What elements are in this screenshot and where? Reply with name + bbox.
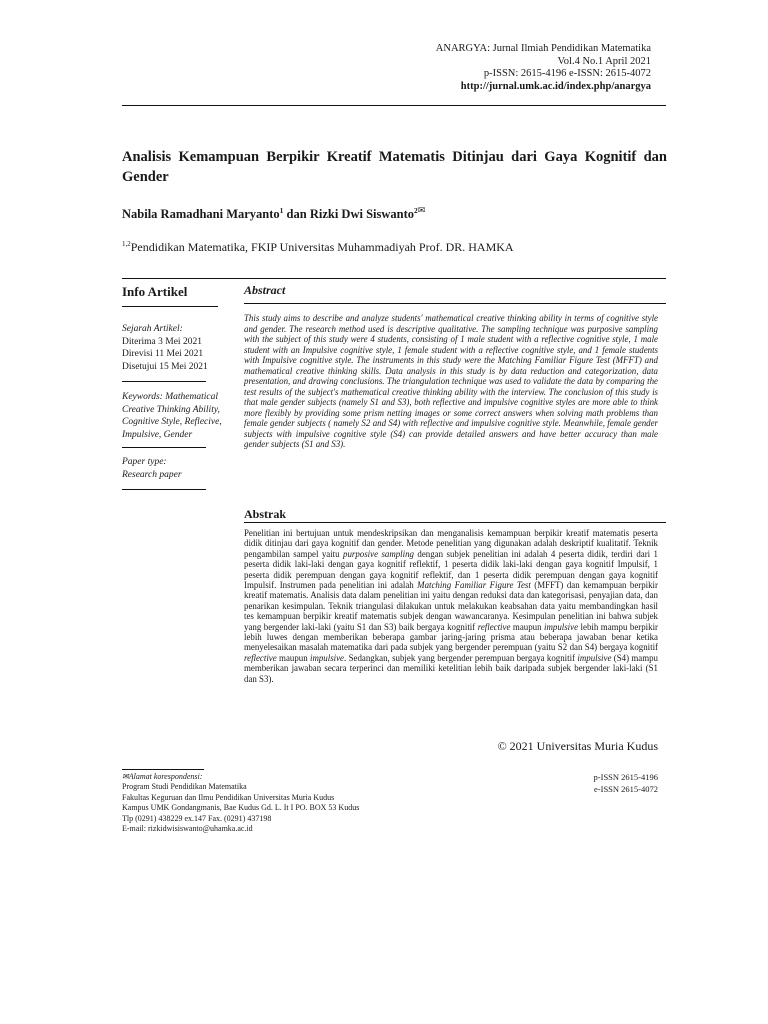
abstrak-text: maupun bbox=[276, 652, 310, 663]
abstract-body: This study aims to describe and analyze students' mathematical creative thinking ability in terms of cognitive style and gender. The research method used is descriptive qualitative. The sampling technique was purposive sampling with the subject of this study were 4 students, consisting of 1 male student with a reflective cognitive style, 1 male student with an Impulsive cognitive style, 1 female student with a reflective cognitive style, and 1 female students with Impulsive cognitive style. The instruments in this study were the Matching Familiar Figure Test (MFFT) and mathematical creative thinking skills. Data analysis in this study is by data reduction and categorization, data presentation, and drawing conclusions. The triangulation technique was used to validate the data by comparing the test results of the subject's mathematical creative thinking ability with the interview. The conclusion of this study is that male gender subjects (namely S1 and S3), both reflective and impulsive cognitive styles are more able to think more flexibly by providing some prism netting images or some correct answers when solving math problems than female gender subjects ( namely S2 and S4) with reflective and impulsive cognitive style. Meanwhile, female gender subjects with impulsive cognitive style (S4) can provide detailed answers and have better accuracy than male gender subjects (S1 and S3). bbox=[244, 313, 658, 449]
accepted-date: Disetujui 15 Mei 2021 bbox=[122, 361, 208, 372]
correspondence-line: Fakultas Keguruan dan Ilmu Pendidikan Universitas Muria Kudus bbox=[122, 792, 335, 802]
revised-date: Direvisi 11 Mei 2021 bbox=[122, 349, 204, 359]
correspondence-line: Tlp (0291) 438229 ex.147 Fax. (0291) 437198 bbox=[122, 813, 272, 823]
correspondence-label bbox=[122, 772, 442, 782]
journal-volume: Vol.4 No.1 April 2021 bbox=[557, 55, 651, 67]
history-label: Sejarah Artikel: bbox=[122, 324, 183, 334]
header-divider bbox=[122, 105, 666, 106]
journal-issn: p-ISSN: 2615-4196 e-ISSN: 2615-4072 bbox=[483, 68, 651, 79]
abstrak-term: impulsive bbox=[309, 652, 344, 663]
article-info-sidebar bbox=[122, 323, 232, 490]
abstrak-term: reflective bbox=[477, 621, 511, 632]
copyright: © 2021 Universitas Muria Kudus bbox=[497, 739, 658, 753]
envelope-icon: ✉ bbox=[417, 205, 426, 215]
correspondence-line: Program Studi Pendidikan Matematika bbox=[122, 782, 247, 792]
abstrak-body bbox=[244, 528, 658, 684]
abstrak-text: lebih mampu berpikir lebih luwes dengan memberikan beberapa gambar jaring-jaring prisma atau beberapa jawaban benar ketika menyelesaikan masalah matematika dari pada subjek yang bergender perempuan (yaitu S2 dan S4) bergaya kognitif bbox=[244, 621, 659, 653]
footer-eissn: e-ISSN 2615-4072 bbox=[594, 783, 658, 794]
abstrak-divider bbox=[244, 522, 666, 523]
abstrak-text: (S4) mampu memberikan jawaban secara terperinci dan memiliki ketelitian lebih baik daripada subjek bergender laki-laki (S1 dan S3). bbox=[244, 652, 658, 684]
info-heading: Info Artikel bbox=[122, 284, 188, 299]
abstrak-term: purposive sampling bbox=[343, 548, 414, 559]
correspondence-line: Kampus UMK Gondangmanis, Bae Kudus Gd. L. It I PO. BOX 53 Kudus bbox=[122, 803, 360, 813]
sidebar-divider bbox=[122, 447, 206, 448]
correspondence-block bbox=[122, 772, 442, 834]
affiliation-text: Pendidikan Matematika, FKIP Universitas Muhammadiyah Prof. DR. HAMKA bbox=[130, 240, 514, 254]
article-title: Analisis Kemampuan Berpikir Kreatif Matematis Ditinjau dari Gaya Kognitif dan Gender bbox=[122, 149, 667, 185]
author-2: Rizki Dwi Siswanto bbox=[309, 207, 414, 222]
paper-type-label: Paper type: bbox=[122, 457, 167, 467]
keywords bbox=[122, 391, 232, 441]
abstrak-text: dengan subjek penelitian ini adalah 4 peserta didik, terdiri dari 1 peserta didik laki-laki dengan gaya kognitif reflektif, 1 peserta didik laki-laki dengan gaya kognitif Impulsif, 1 peserta didik perempuan dengan gaya kognitif reflektif, dan 1 peserta didik perempuan dengan gaya kognitif Impulsif. Instrumen pada penelitian ini adalah bbox=[244, 548, 658, 591]
author-joiner: dan bbox=[283, 207, 310, 222]
abstrak-term: impulsive bbox=[577, 652, 612, 663]
author-1: Nabila Ramadhani Maryanto bbox=[122, 207, 280, 222]
abstract-heading: Abstract bbox=[244, 283, 286, 297]
journal-name: ANARGYA: Jurnal Ilmiah Pendidikan Matematika bbox=[435, 43, 651, 54]
affiliation bbox=[122, 240, 667, 255]
abstrak-text: (MFFT) dan kemampuan berpikir kreatif matematis. Analisis data dalam penelitian ini yaitu dengan reduksi data dan kategorisasi, penyajian data, dan penarikan kesimpulan. Teknik triangulasi dilakukan untuk melakukan keabsahan data yaitu membandingkan hasil tes kemampuan berpikir kreatif matematis subjek dengan wawancaranya. Kesimpulan penelitian ini bahwa subjek yang bergender laki-laki (yaitu S1 dan S3) baik bergaya kognitif bbox=[244, 580, 658, 632]
abstrak-text: Penelitian ini bertujuan untuk mendeskripsikan dan menganalisis kemampuan berpikir kreatif matematis peserta didik ditinjau dari gaya kognitif dan gender. Metode penelitian yang digunakan adalah deskriptif kualitatif. Teknik pengambilan sampel yaitu bbox=[244, 528, 658, 559]
author-line bbox=[122, 205, 667, 222]
abstract-divider bbox=[244, 303, 666, 304]
abstrak-term: impulsive bbox=[544, 621, 579, 632]
sidebar-divider bbox=[122, 381, 206, 382]
abstrak-text: . Sedangkan, subjek yang bergender perempuan bergaya kognitif bbox=[344, 652, 578, 663]
envelope-icon: ✉ bbox=[122, 772, 129, 781]
journal-url-link[interactable]: http://jurnal.umk.ac.id/index.php/anargya bbox=[460, 80, 651, 92]
author-2-affil-mark: 2 bbox=[414, 206, 418, 215]
keywords-label: Keywords: bbox=[122, 392, 163, 402]
abstrak-heading: Abstrak bbox=[244, 507, 287, 521]
info-divider bbox=[122, 306, 218, 307]
footer-divider bbox=[122, 769, 204, 770]
keywords-text: Mathematical Creative Thinking Ability, Cognitive Style, Reflecive, Impulsive, Gender bbox=[122, 392, 222, 440]
correspondence-label-text: Alamat korespondensi: bbox=[128, 772, 203, 781]
footer-issn bbox=[594, 772, 658, 795]
section-divider-top bbox=[122, 278, 666, 279]
abstrak-term: Matching Familiar Figure Test bbox=[417, 580, 531, 591]
author-1-affil-mark: 1 bbox=[279, 206, 284, 215]
abstrak-term: reflective bbox=[244, 652, 277, 663]
abstrak-text: maupun bbox=[510, 621, 545, 632]
footer-pissn: p-ISSN 2615-4196 bbox=[593, 772, 658, 782]
paper-type: Research paper bbox=[122, 469, 182, 480]
received-date: Diterima 3 Mei 2021 bbox=[122, 336, 202, 347]
sidebar-divider bbox=[122, 489, 206, 490]
affiliation-mark: 1,2 bbox=[122, 240, 131, 248]
journal-header bbox=[436, 43, 651, 93]
correspondence-email-link[interactable]: E-mail: rizkidwisiswanto@uhamka.ac.id bbox=[122, 824, 253, 834]
